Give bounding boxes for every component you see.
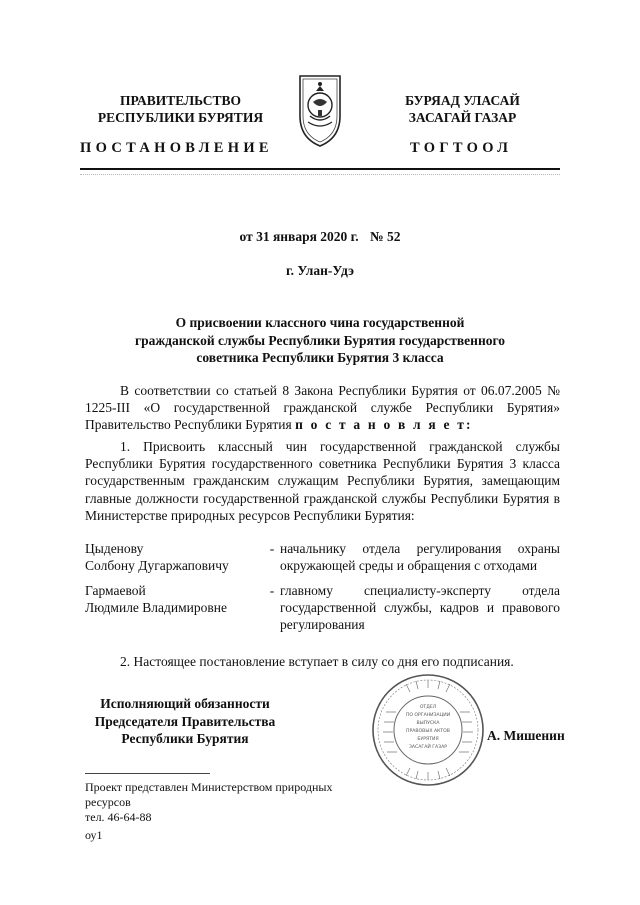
subject-line1: О присвоении классного чина государственной <box>175 315 465 330</box>
document-city: г. Улан-Удэ <box>286 263 354 278</box>
preamble-paragraph <box>85 382 560 434</box>
clause-1-paragraph: 1. Присвоить классный чин государственной гражданской службы Республики Бурятия государственного советника Республики Бурятия 3 класса государственным гражданским служащим Республики Бурятия, замещающим главные должности государственной гражданской службы Республики Бурятия в Министерстве природных ресурсов Республики Бурятия: <box>85 439 560 523</box>
signatory-title <box>80 695 290 748</box>
appointee-name <box>85 540 265 574</box>
appointee-surname: Цыденову <box>85 541 144 556</box>
header-left-block <box>78 92 283 126</box>
appointee-given-names: Людмиле Владимировне <box>85 600 227 616</box>
seal-line-6: ЗАСАГАЙ ГАЗАР <box>408 745 448 750</box>
header-divider <box>80 168 560 170</box>
resolves-word: п о с т а н о в л я е т: <box>295 417 473 433</box>
document-subject <box>80 314 560 367</box>
appointee-dash: - <box>269 583 275 598</box>
header-left-line1: ПРАВИТЕЛЬСТВО <box>119 93 241 108</box>
official-seal-stamp <box>370 672 486 788</box>
document-type-title: ПОСТАНОВЛЕНИЕ <box>80 140 273 156</box>
appointee-position: главному специалисту-эксперту отдела государственной службы, кадров и правового регулирования <box>280 583 560 633</box>
signatory-title-line2: Председателя Правительства <box>94 713 276 729</box>
draft-note-line1: Проект представлен Министерством природных <box>85 780 333 794</box>
footnote-divider <box>85 773 210 774</box>
clause-2-paragraph: 2. Настоящее постановление вступает в силу со дня его подписания. <box>120 654 514 669</box>
document-type-title-buryat: ТОГТООЛ <box>410 140 513 156</box>
signatory-title-line3: Республики Бурятия <box>121 731 249 746</box>
appointee-row <box>85 540 560 576</box>
seal-line-4: ПРАВОВЫХ АКТОВ <box>406 729 450 734</box>
seal-line-2: ПО ОРГАНИЗАЦИИ <box>405 713 451 718</box>
draft-note-phone: тел. 46-64-88 <box>85 810 152 824</box>
appointee-position: начальнику отдела регулирования охраны окружающей среды и обращения с отходами <box>280 541 560 574</box>
draft-note-line2: ресурсов <box>85 795 131 809</box>
appointee-name <box>85 582 265 616</box>
date-number-line <box>80 229 560 245</box>
header-right-line1: БУРЯАД УЛАСАЙ <box>405 93 520 108</box>
subject-line3: советника Республики Бурятия 3 класса <box>196 350 444 365</box>
coat-of-arms-icon <box>294 72 346 150</box>
signer-name: А. Мишенин <box>487 728 565 743</box>
document-date: от 31 января 2020 г. <box>239 229 359 244</box>
seal-line-3: ВЫПУСКА <box>416 721 440 726</box>
seal-line-5: БУРЯТИЯ <box>417 737 439 742</box>
preamble-text: В соответствии со статьей 8 Закона Республики Бурятия от 06.07.2005 № 1225-III «О государственной гражданской службе Республики Бурятия» Правительство Республики Бурятия <box>85 383 560 433</box>
appointee-surname: Гармаевой <box>85 583 146 598</box>
appointee-given-names: Солбону Дугаржаповичу <box>85 558 229 574</box>
appointee-row <box>85 582 560 636</box>
appointee-dash: - <box>269 541 275 556</box>
header-left-line2: РЕСПУБЛИКИ БУРЯТИЯ <box>97 110 264 125</box>
draft-author-note <box>85 780 385 825</box>
header-dotted-divider <box>80 174 560 175</box>
subject-line2: гражданской службы Республики Бурятия государственного <box>134 332 506 348</box>
document-number: № 52 <box>370 229 401 244</box>
signatory-title-line1: Исполняющий обязанности <box>100 696 270 711</box>
header-right-block <box>370 92 555 126</box>
document-code: оу1 <box>85 828 103 842</box>
header-right-line2: ЗАСАГАЙ ГАЗАР <box>408 110 517 125</box>
seal-line-1: ОТДЕЛ <box>419 705 437 710</box>
